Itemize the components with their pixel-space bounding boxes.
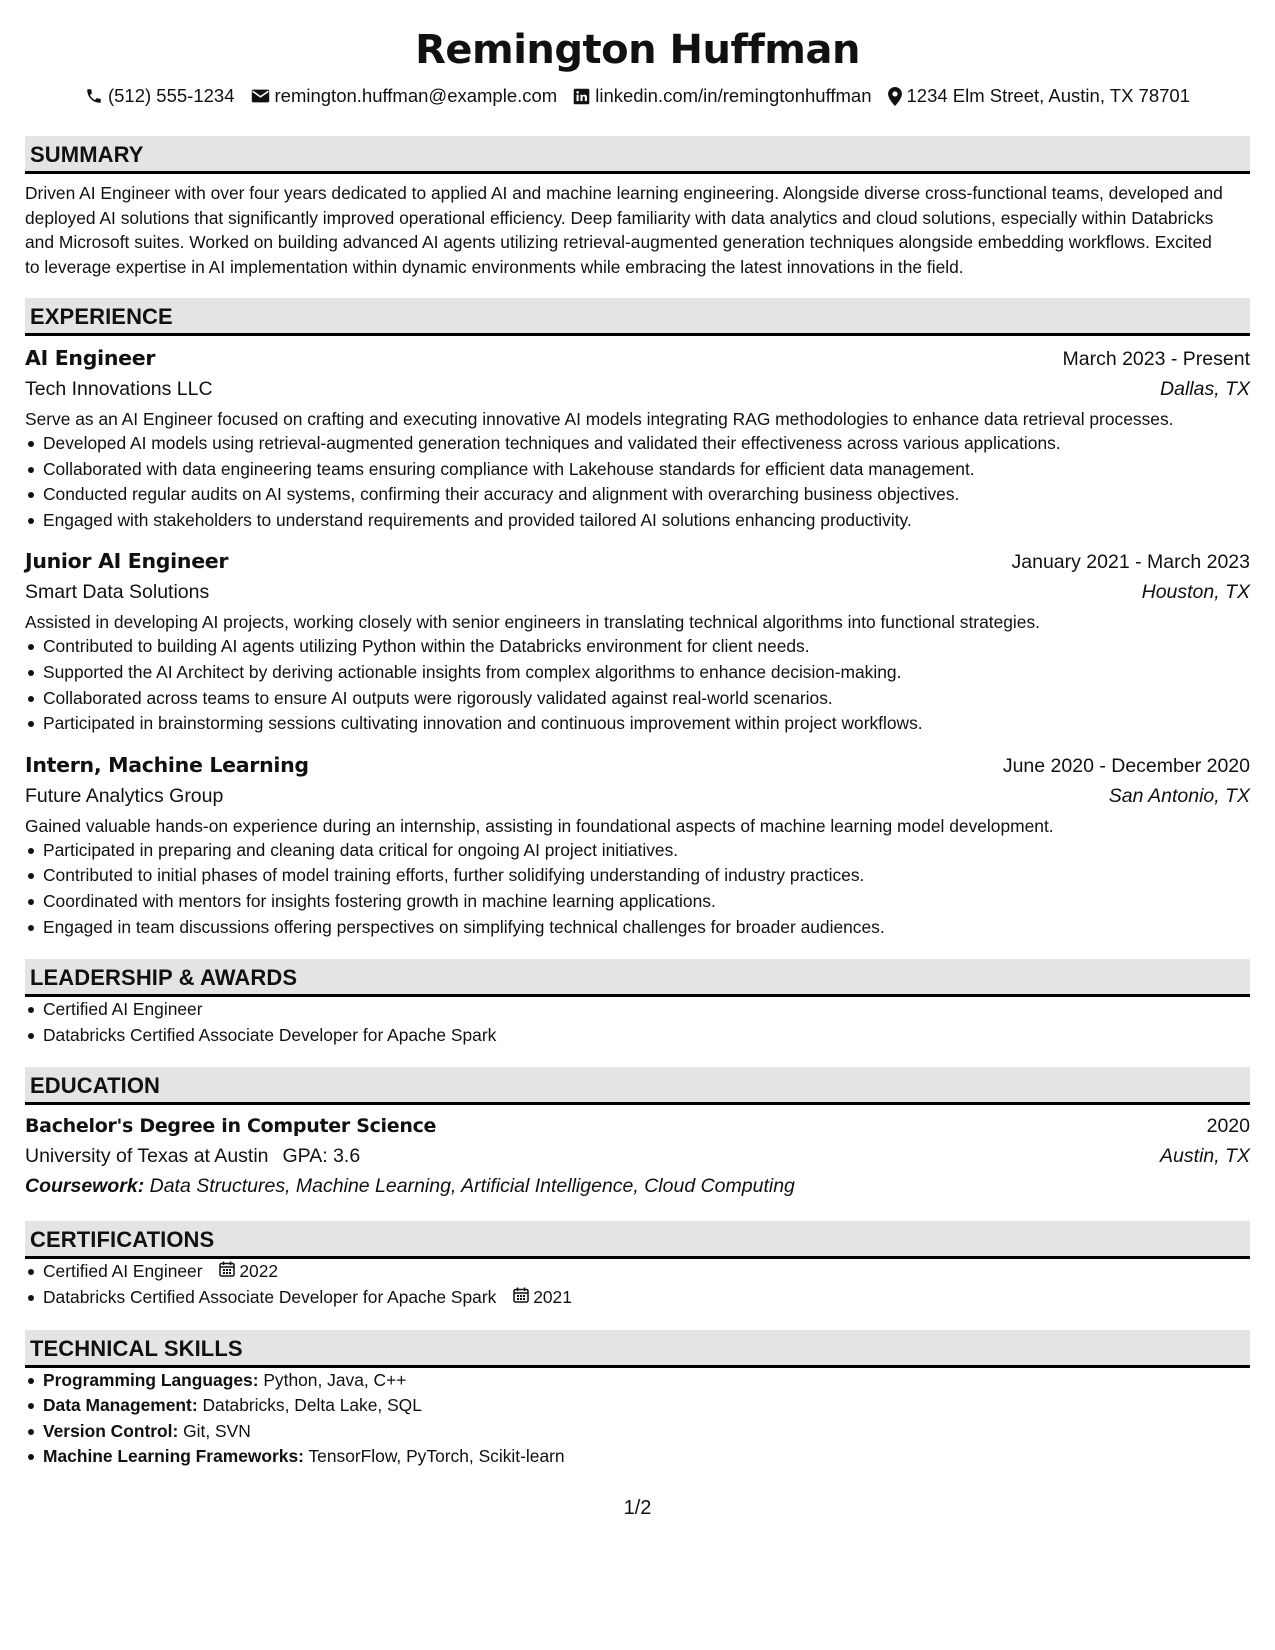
job-location: San Antonio, TX (1108, 784, 1250, 807)
skill-label: Machine Learning Frameworks: (43, 1446, 304, 1467)
job-company: Tech Innovations LLC (25, 378, 213, 400)
certifications-list (25, 1259, 1250, 1310)
job-bullet: Contributed to building AI agents utilizing Python within the Databricks environment for client needs. (43, 634, 1250, 660)
contact-linkedin[interactable] (573, 85, 871, 107)
leadership-item: Certified AI Engineer (43, 997, 1250, 1023)
summary-text: Driven AI Engineer with over four years dedicated to applied AI and machine learning engineering. Alongside diverse cross-functional teams, developed and deployed AI solutions that significantly improved operational efficiency. Deep familiarity with data analytics and cloud solutions, especially within Databricks and Microsoft suites. Worked on building advanced AI agents utilizing retrieval-augmented generation techniques alongside embedding workflows. Excited to leverage expertise in AI implementation within dynamic environments while embracing the latest innovations in the field. (25, 183, 1223, 277)
school-location: Austin, TX (1160, 1145, 1250, 1168)
contact-row (25, 81, 1250, 111)
job-company: Future Analytics Group (25, 784, 224, 807)
resume-page (25, 0, 1250, 1470)
certification-year: 2021 (533, 1286, 572, 1307)
job-company: Smart Data Solutions (25, 581, 210, 604)
job-title: Intern, Machine Learning (25, 752, 309, 777)
certification-item (43, 1285, 1250, 1311)
calendar-icon (513, 1285, 529, 1311)
skill-item (43, 1419, 1250, 1445)
job-bullet: Conducted regular audits on AI systems, confirming their accuracy and alignment with overarching business objectives. (43, 482, 1250, 508)
linkedin-icon (573, 88, 590, 105)
job-bullet: Collaborated across teams to ensure AI outputs were rigorously validated against real-world scenarios. (43, 686, 1250, 712)
job-bullet: Engaged with stakeholders to understand requirements and provided tailored AI solutions enhancing productivity. (43, 508, 1250, 534)
leadership-list (25, 997, 1250, 1048)
job-bullets (25, 634, 1250, 736)
job-dates: June 2020 - December 2020 (1002, 754, 1250, 777)
leadership-item: Databricks Certified Associate Developer for Apache Spark (43, 1023, 1250, 1049)
certification-name: Certified AI Engineer (43, 1261, 203, 1282)
job-description: Gained valuable hands-on experience during an internship, assisting in foundational aspects of machine learning model development. (25, 815, 1054, 836)
contact-email[interactable] (251, 85, 558, 107)
skill-value: TensorFlow, PyTorch, Scikit-learn (308, 1446, 565, 1467)
skill-label: Programming Languages: (43, 1369, 259, 1390)
job-location: Houston, TX (1141, 581, 1250, 604)
linkedin-link[interactable]: linkedin.com/in/remingtonhuffman (595, 85, 872, 106)
job-title: AI Engineer (25, 346, 156, 370)
address-text: 1234 Elm Street, Austin, TX 78701 (906, 85, 1190, 106)
page-number: 1/2 (623, 1497, 652, 1519)
certification-item (43, 1259, 1250, 1285)
coursework-list: Data Structures, Machine Learning, Artificial Intelligence, Cloud Computing (149, 1175, 795, 1198)
job-dates: March 2023 - Present (1062, 348, 1250, 370)
job-bullets (25, 838, 1250, 940)
contact-phone (85, 85, 235, 107)
degree-title: Bachelor's Degree in Computer Science (25, 1115, 437, 1138)
experience-heading: EXPERIENCE (25, 298, 1250, 336)
skills-heading: TECHNICAL SKILLS (25, 1330, 1250, 1368)
skill-label: Version Control: (43, 1420, 179, 1441)
coursework-line (25, 1171, 1250, 1202)
job-bullet: Coordinated with mentors for insights fostering growth in machine learning applications. (43, 889, 1250, 915)
job-location: Dallas, TX (1160, 378, 1250, 400)
gpa-text: GPA: 3.6 (282, 1145, 361, 1168)
certifications-section (25, 1221, 1250, 1310)
skill-value: Databricks, Delta Lake, SQL (202, 1395, 422, 1416)
certification-date (513, 1285, 572, 1311)
leadership-section (25, 959, 1250, 1048)
job-bullet: Collaborated with data engineering teams ensuring compliance with Lakehouse standards for efficient data management. (43, 457, 1250, 483)
job-bullet: Engaged in team discussions offering perspectives on simplifying technical challenges for broader audiences. (43, 915, 1250, 941)
education-heading: EDUCATION (25, 1067, 1250, 1105)
coursework-label: Coursework: (25, 1175, 145, 1198)
phone-number: (512) 555-1234 (107, 85, 235, 106)
job-bullet: Participated in brainstorming sessions cultivating innovation and continuous improvement within project workflows. (43, 711, 1250, 737)
job-entry (25, 343, 1250, 533)
job-bullet: Developed AI models using retrieval-augmented generation techniques and validated their effectiveness across various applications. (43, 431, 1250, 457)
job-description: Serve as an AI Engineer focused on crafting and executing innovative AI models integrating RAG methodologies to enhance data retrieval processes. (25, 409, 1174, 429)
envelope-icon (251, 88, 270, 104)
candidate-name: Remington Huffman (415, 27, 860, 73)
school-name: University of Texas at Austin (25, 1145, 269, 1168)
job-bullet: Contributed to initial phases of model training efforts, further solidifying understanding of industry practices. (43, 863, 1250, 889)
calendar-icon (219, 1259, 235, 1285)
experience-section (25, 298, 1250, 940)
certification-date (219, 1259, 278, 1285)
school-info (25, 1142, 360, 1171)
graduation-year: 2020 (1206, 1115, 1250, 1138)
skill-item (43, 1368, 1250, 1394)
job-description: Assisted in developing AI projects, working closely with senior engineers in translating technical algorithms into functional strategies. (25, 612, 1040, 633)
skill-value: Git, SVN (183, 1420, 251, 1441)
leadership-heading: LEADERSHIP & AWARDS (25, 959, 1250, 997)
certification-name: Databricks Certified Associate Developer for Apache Spark (43, 1286, 497, 1307)
job-dates: January 2021 - March 2023 (1011, 551, 1250, 574)
skill-item (43, 1444, 1250, 1470)
contact-address (888, 85, 1191, 107)
education-section (25, 1067, 1250, 1202)
phone-icon (85, 87, 103, 105)
skill-value: Python, Java, C++ (263, 1369, 407, 1390)
job-entry (25, 546, 1250, 736)
email-link[interactable]: remington.huffman@example.com (274, 85, 558, 106)
job-title: Junior AI Engineer (25, 549, 229, 574)
skill-item (43, 1393, 1250, 1419)
skills-section (25, 1330, 1250, 1470)
skills-list (25, 1368, 1250, 1470)
skill-label: Data Management: (43, 1395, 198, 1416)
map-pin-icon (888, 87, 902, 106)
job-bullet: Supported the AI Architect by deriving actionable insights from complex algorithms to enhance decision-making. (43, 660, 1250, 686)
job-entry (25, 750, 1250, 940)
summary-section (25, 136, 1250, 279)
certification-year: 2022 (239, 1261, 279, 1282)
education-entry (25, 1112, 1250, 1202)
summary-heading: SUMMARY (25, 136, 1250, 174)
certifications-heading: CERTIFICATIONS (25, 1221, 1250, 1259)
job-bullet: Participated in preparing and cleaning data critical for ongoing AI project initiatives. (43, 838, 1250, 864)
job-bullets (25, 431, 1250, 533)
